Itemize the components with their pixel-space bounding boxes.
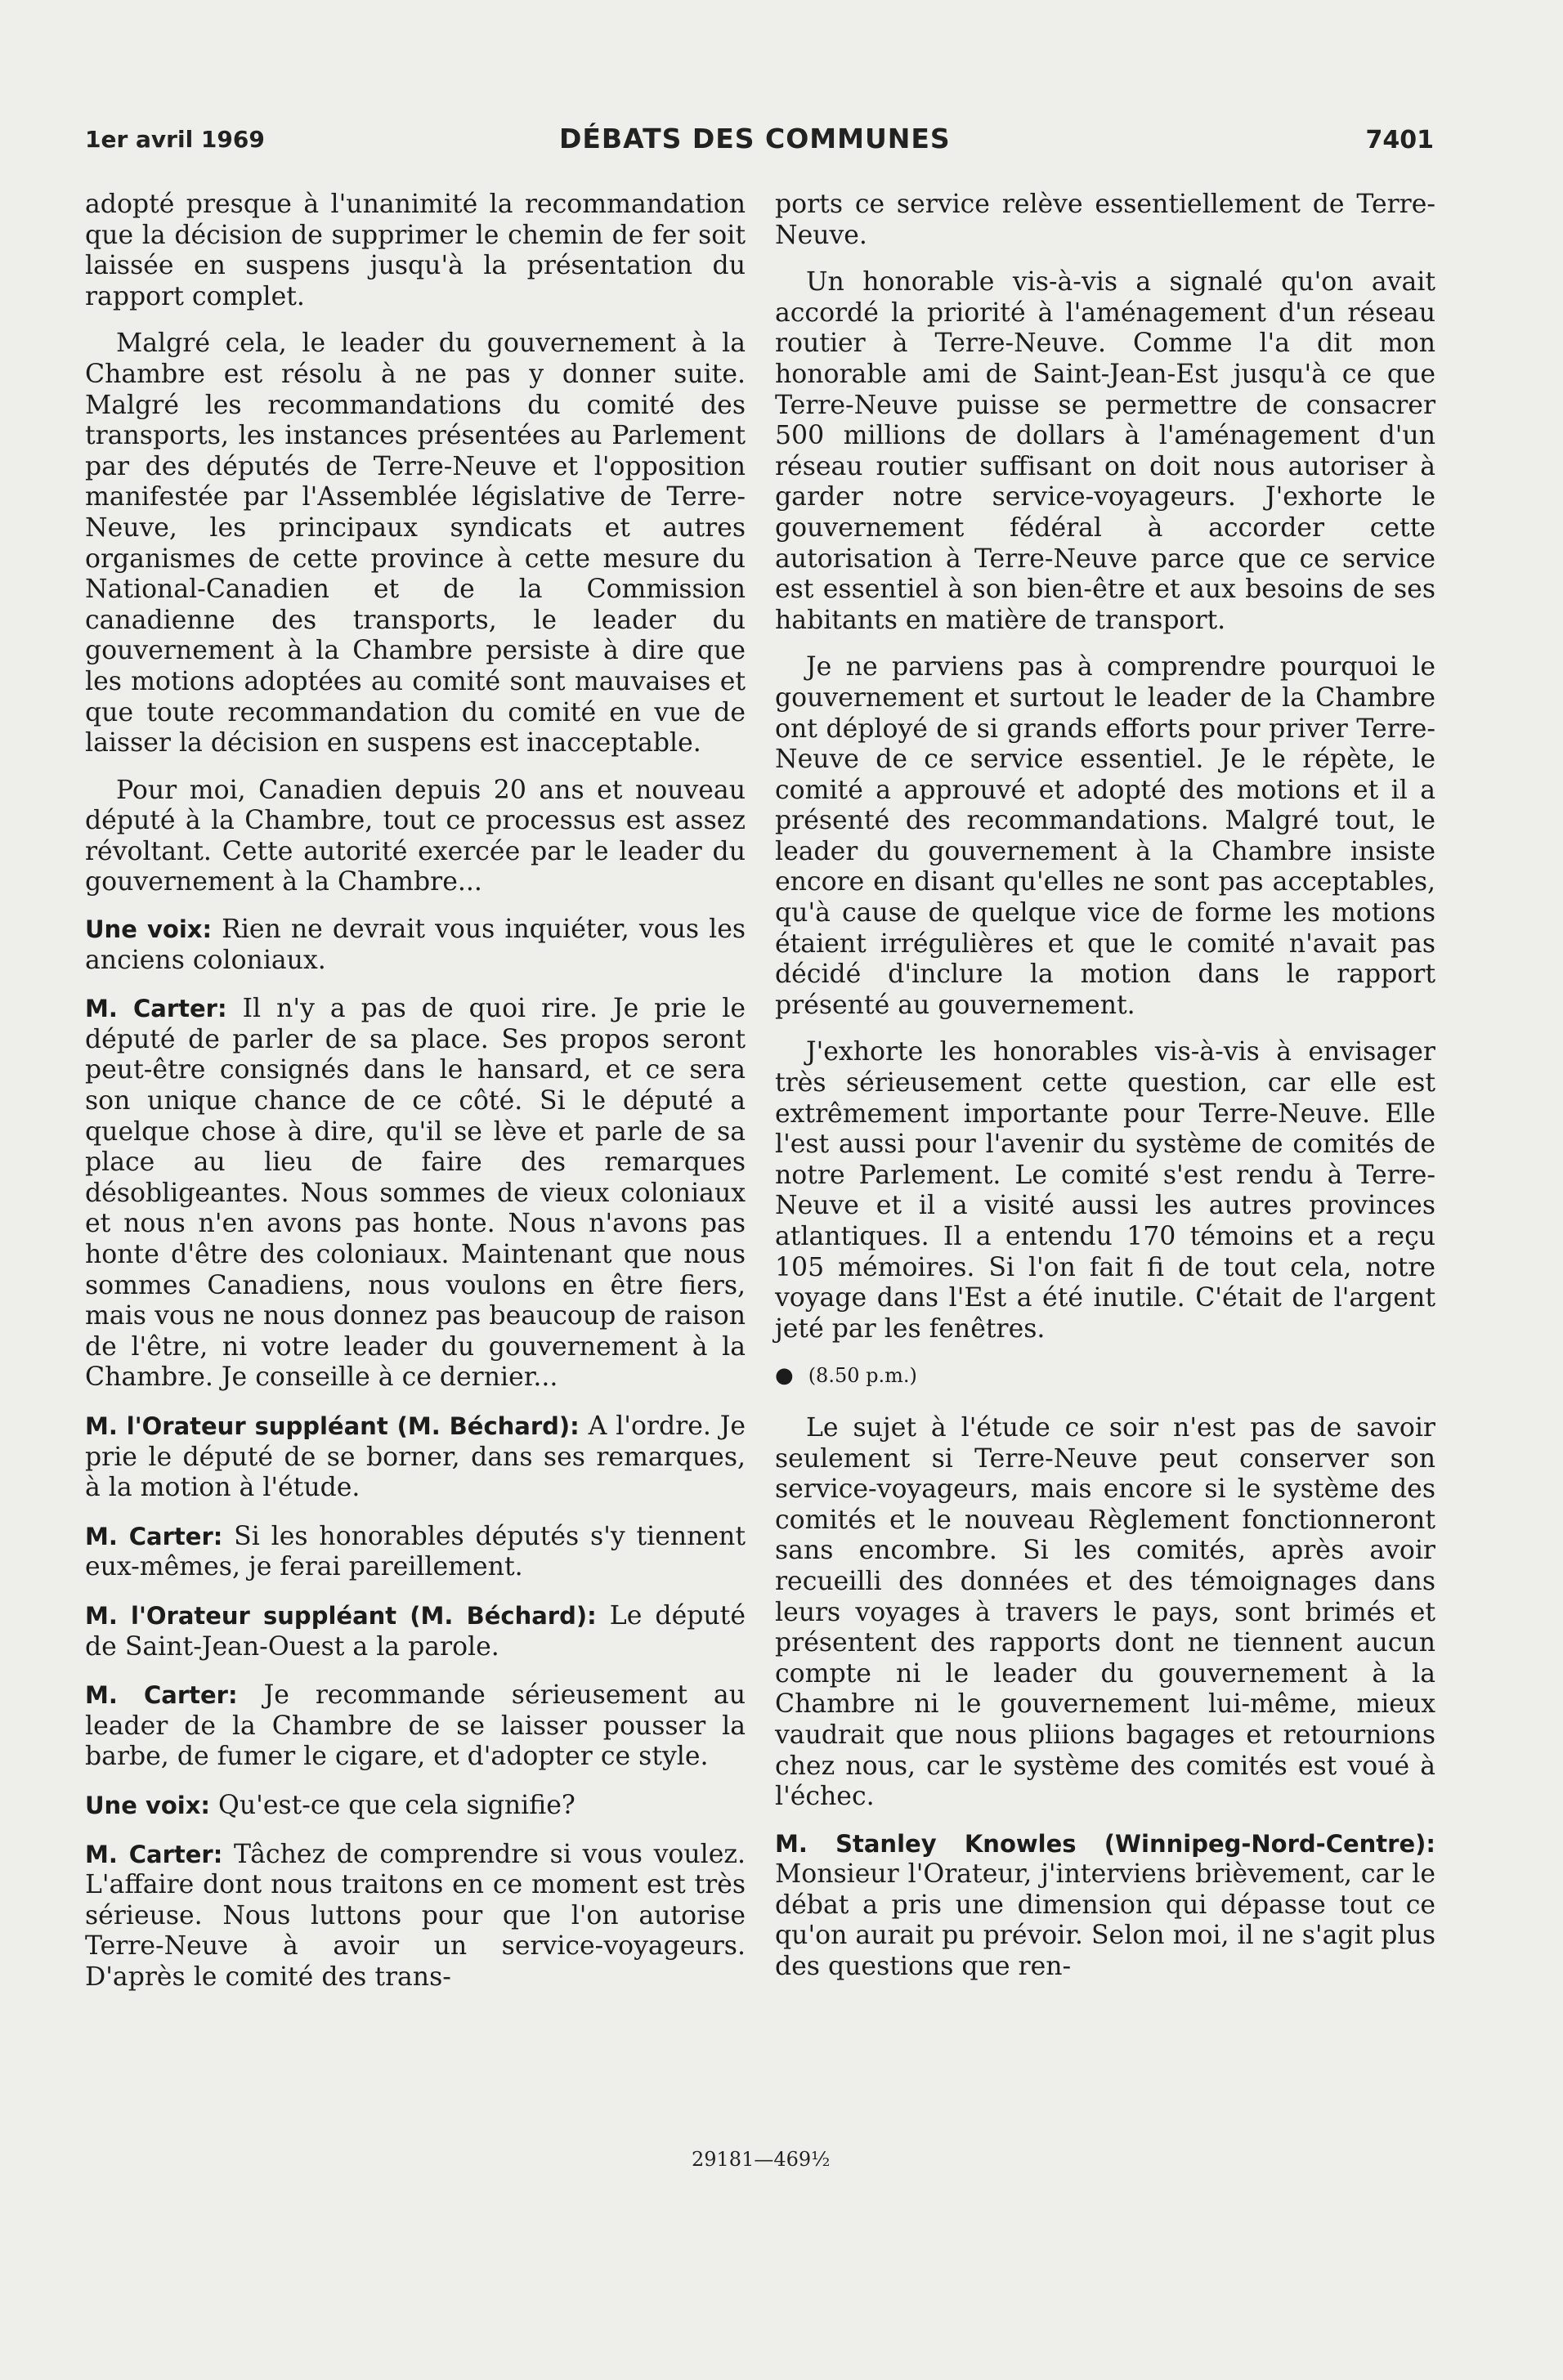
paragraph: Pour moi, Canadien depuis 20 ans et nouveau député à la Chambre, tout ce processus est assez révoltant. Cette autorité exercée par le leader du gouvernement à la Chambre... [85,775,746,897]
page-header [85,123,1434,162]
paragraph: adopté presque à l'unanimité la recommandation que la décision de supprimer le chemin de fer soit laissée en suspens jusqu'à la présentation du rapport complet. [85,190,746,311]
speaker-name: M. Carter: [85,995,227,1023]
speaker-name: Une voix: [85,915,213,944]
speech [85,1791,746,1822]
speech [85,994,746,1394]
speaker-name: M. Carter: [85,1840,223,1868]
speech [85,915,746,976]
speaker-name: M. l'Orateur suppléant (M. Béchard): [85,1601,597,1630]
speech [775,1829,1435,1983]
speech [85,1411,746,1504]
paragraph: Un honorable vis-à-vis a signalé qu'on avait accordé la priorité à l'aménagement d'un réseau routier à Terre-Neuve. Comme l'a dit mon honorable ami de Saint-Jean-Est jusqu'à ce que Terre-Neuve puisse se permettre de consacrer 500 millions de dollars à l'aménagement d'un réseau routier suffisant on doit nous autoriser à garder notre service-voyageurs. J'exhorte le gouvernement fédéral à accorder cette autorisation à Terre-Neuve parce que ce service est essentiel à son bien-être et aux besoins de ses habitants en matière de transport. [775,267,1435,635]
speech-text: Qu'est-ce que cela signifie? [210,1790,575,1820]
speaker-name: M. Carter: [85,1681,238,1710]
speaker-name: Une voix: [85,1791,211,1819]
left-column [85,190,746,2011]
speech-text: Si les honorables députés s'y tiennent eux-mêmes, je ferai pareillement. [85,1521,746,1582]
speech-text: Tâchez de comprendre si vous voulez. L'affaire dont nous traitons en ce moment est très sérieuse. Nous luttons pour que l'on autorise Terre-Neuve à avoir un service-voyageurs. D'après le comité des trans- [85,1839,746,1992]
header-title: DÉBATS DES COMMUNES [559,123,951,154]
bullet-icon: ● [775,1363,794,1389]
speech-text: Je recommande sérieusement au leader de la Chambre de se laisser pousser la barbe, de fumer le cigare, et d'adopter ce style. [85,1680,746,1772]
speech-text: Monsieur l'Orateur, j'interviens brièvement, car le débat a pris une dimension qui dépasse tout ce qu'on aurait pu prévoir. Selon moi, il ne s'agit plus des questions que ren- [775,1859,1435,1982]
speech [85,1601,746,1662]
right-column [775,190,1435,2001]
footer-code: 29181—469½ [692,2148,831,2171]
speech [85,1680,746,1773]
speaker-name: M. Stanley Knowles (Winnipeg-Nord-Centre): [775,1829,1435,1858]
paragraph: Malgré cela, le leader du gouvernement à la Chambre est résolu à ne pas y donner suite. Malgré les recommandations du comité des transports, les instances présentées au Parlement par des députés de Terre-Neuve et l'opposition manifestée par l'Assemblée législative de Terre-Neuve, les principaux syndicats et autres organismes de cette province à cette mesure du National-Canadien et de la Commission canadienne des transports, le leader du gouvernement à la Chambre persiste à dire que les motions adoptées au comité sont mauvaises et que toute recommandation du comité en vue de laisser la décision en suspens est inacceptable. [85,329,746,758]
paragraph: Je ne parviens pas à comprendre pourquoi le gouvernement et surtout le leader de la Chambre ont déployé de si grands efforts pour priver Terre-Neuve de ce service essentiel. Je le répète, le comité a approuvé et adopté des motions et il a présenté des recommandations. Malgré tout, le leader du gouvernement à la Chambre insiste encore en disant qu'elles ne sont pas acceptables, qu'à cause de quelque vice de forme les motions étaient irrégulières et que le comité n'avait pas décidé d'inclure la motion dans le rapport présenté au gouvernement. [775,652,1435,1020]
speaker-name: M. l'Orateur suppléant (M. Béchard): [85,1411,580,1440]
page-number: 7401 [1365,126,1434,154]
paragraph: Le sujet à l'étude ce soir n'est pas de savoir seulement si Terre-Neuve peut conserver son service-voyageurs, mais encore si le système des comités et le nouveau Règlement fonctionneront sans encombre. Si les comités, après avoir recueilli des données et des témoignages dans leurs voyages à travers le pays, sont brimés et présentent des rapports dont ne tiennent aucun compte ni le leader du gouvernement à la Chambre ni le gouvernement lui-même, mieux vaudrait que nous pliions bagages et retournions chez nous, car le système des comités est voué à l'échec. [775,1412,1435,1812]
speech-text: A l'ordre. Je prie le député de se borner, dans ses remarques, à la motion à l'étude. [85,1411,746,1503]
speech [85,1522,746,1583]
header-date: 1er avril 1969 [85,126,265,153]
speech-text: Rien ne devrait vous inquiéter, vous les anciens coloniaux. [85,915,746,975]
speaker-name: M. Carter: [85,1522,223,1550]
speech [85,1840,746,1993]
time-marker [775,1361,1435,1392]
time-text: (8.50 p.m.) [808,1364,917,1388]
paragraph: J'exhorte les honorables vis-à-vis à envisager très sérieusement cette question, car elle est extrêmement importante pour Terre-Neuve. Elle l'est aussi pour l'avenir du système de comités de notre Parlement. Le comité s'est rendu à Terre-Neuve et il a visité aussi les autres provinces atlantiques. Il a entendu 170 témoins et a reçu 105 mémoires. Si l'on fait fi de tout cela, notre voyage dans l'Est a été inutile. C'était de l'argent jeté par les fenêtres. [775,1037,1435,1344]
speech-text: Le député de Saint-Jean-Ouest a la parole. [85,1600,746,1662]
speech-text: Il n'y a pas de quoi rire. Je prie le député de parler de sa place. Ses propos seront peut-être consignés dans le hansard, et ce sera son unique chance de ce côté. Si le député a quelque chose à dire, qu'il se lève et parle de sa place au lieu de faire des remarques désobligeantes. Nous sommes de vieux coloniaux et nous n'en avons pas honte. Nous n'avons pas honte d'être des coloniaux. Maintenant que nous sommes Canadiens, nous voulons en être fiers, mais vous ne nous donnez pas beaucoup de raison de l'être, ni votre leader du gouvernement à la Chambre. Je conseille à ce dernier... [85,994,746,1393]
paragraph: ports ce service relève essentiellement de Terre-Neuve. [775,190,1435,250]
